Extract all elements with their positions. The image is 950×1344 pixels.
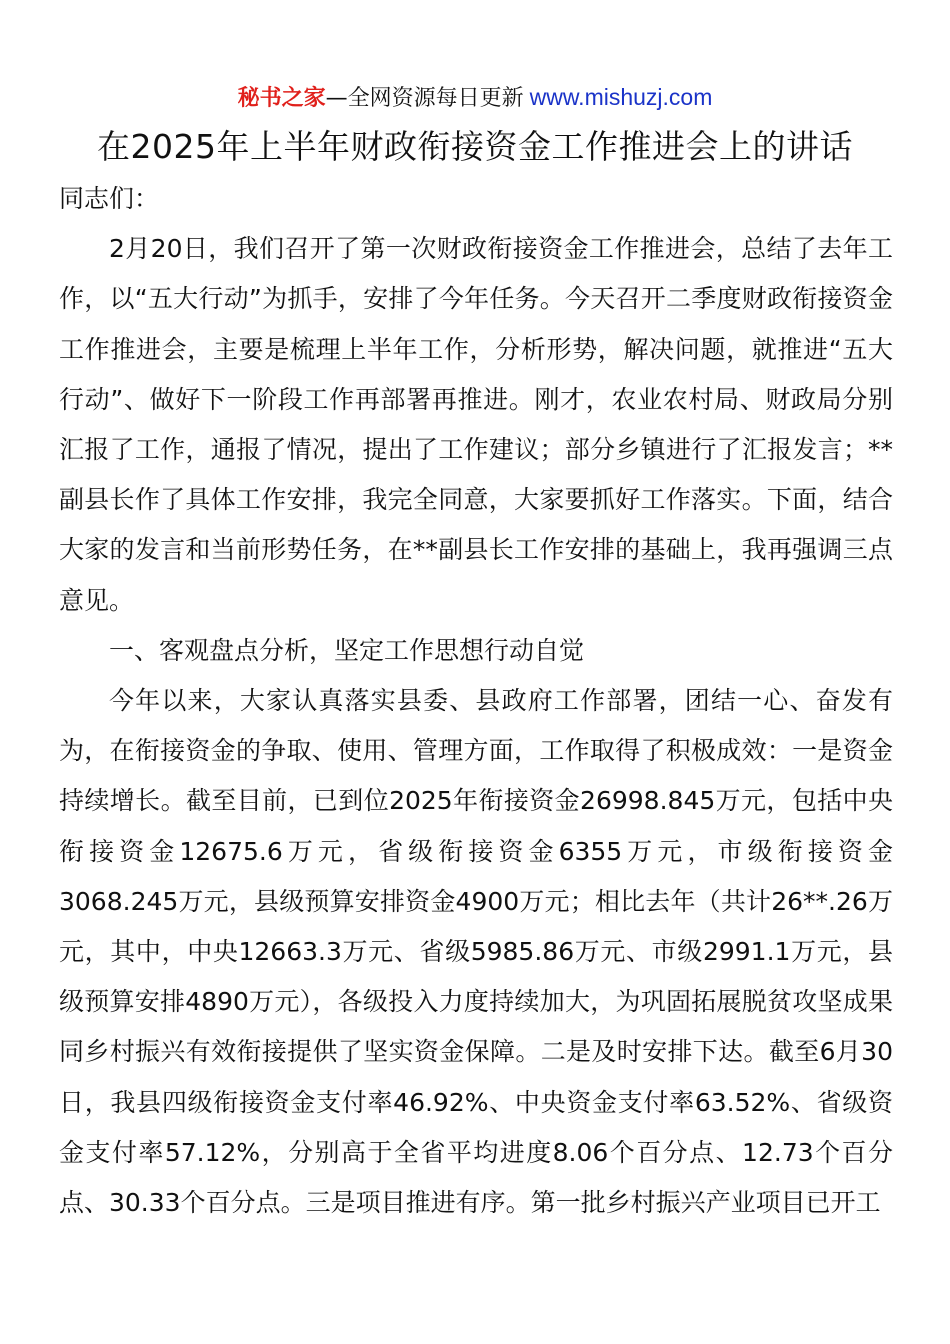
site-url-link[interactable]: www.mishuzj.com: [529, 84, 713, 110]
brand-name: 秘书之家: [237, 86, 326, 111]
site-header: [0, 82, 950, 114]
document-body: [59, 174, 893, 1228]
header-tagline: —全网资源每日更新: [325, 86, 524, 111]
body-paragraph: 2月20日，我们召开了第一次财政衔接资金工作推进会，总结了去年工作，以“五大行动”为抓手，安排了今年任务。今天召开二季度财政衔接资金工作推进会，主要是梳理上半年工作，分析形势，解决问题，就推进“五大行动”、做好下一阶段工作再部署再推进。刚才，农业农村局、财政局分别汇报了工作，通报了情况，提出了工作建议；部分乡镇进行了汇报发言；**副县长作了具体工作安排，我完全同意，大家要抓好工作落实。下面，结合大家的发言和当前形势任务，在**副县长工作安排的基础上，我再强调三点意见。: [59, 234, 893, 615]
section-heading: 一、客观盘点分析，坚定工作思想行动自觉: [109, 635, 585, 665]
document-title: 在2025年上半年财政衔接资金工作推进会上的讲话: [97, 127, 853, 166]
salutation: 同志们：: [59, 184, 160, 213]
body-paragraph: 今年以来，大家认真落实县委、县政府工作部署，团结一心、奋发有为，在衔接资金的争取、使用、管理方面，工作取得了积极成效：一是资金持续增长。截至目前，已到位2025年衔接资金26998.845万元，包括中央衔接资金12675.6万元，省级衔接资金6355万元，市级衔接资金3068.245万元，县级预算安排资金4900万元；相比去年（共计26**.26万元，其中，中央12663.3万元、省级5985.86万元、市级2991.1万元，县级预算安排4890万元），各级投入力度持续加大，为巩固拓展脱贫攻坚成果同乡村振兴有效衔接提供了坚实资金保障。二是及时安排下达。截至6月30日，我县四级衔接资金支付率46.92%、中央资金支付率63.52%、省级资金支付率57.12%，分别高于全省平均进度8.06个百分点、12.73个百分点、30.33个百分点。三是项目推进有序。第一批乡村振兴产业项目已开工: [59, 686, 893, 1218]
